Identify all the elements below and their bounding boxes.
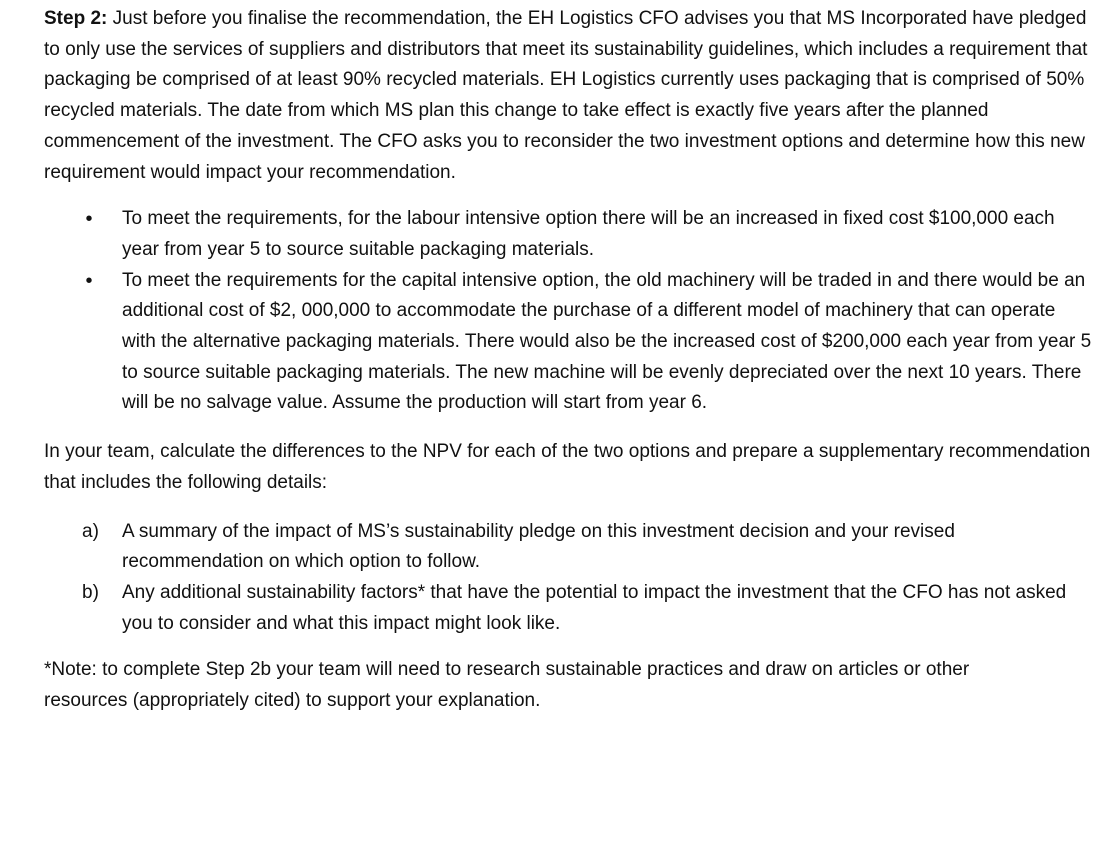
list-letter: a) [82,520,99,542]
requirements-bullet-list [44,204,1094,419]
step2-paragraph [44,4,1094,188]
note-paragraph: *Note: to complete Step 2b your team will need to research sustainable practices and draw on articles or other resources (appropriately cited) to support your explanation. [44,659,970,712]
detail-text: Any additional sustainability factors* that have the potential to impact the investment that the CFO has not asked you to consider and what this impact might look like. [122,581,1067,634]
document-page [44,4,1094,717]
bullet-item-capital-intensive [44,266,1094,420]
detail-item-a [44,517,1094,578]
bullet-text: To meet the requirements for the capital intensive option, the old machinery will be traded in and there would be an additional cost of $2, 000,000 to accommodate the purchase of a different model of machinery that can operate with the alternative packaging materials. There would also be the increased cost of $200,000 each year from year 5 to source suitable packaging materials. The new machine will be evenly depreciated over the next 10 years. There will be no salvage value. Assume the production will start from year 6. [122,269,1092,414]
detail-text: A summary of the impact of MS’s sustainability pledge on this investment decision and your revised recommendation on which option to follow. [122,520,955,573]
bullet-icon: • [85,208,93,231]
detail-item-b [44,578,1094,639]
list-letter: b) [82,581,99,603]
bullet-item-labour-intensive [44,204,1094,265]
bullet-text: To meet the requirements, for the labour intensive option there will be an increased in fixed cost $100,000 each year from year 5 to source suitable packaging materials. [122,208,1055,260]
details-lettered-list [44,517,1094,640]
step2-text: Just before you finalise the recommendation, the EH Logistics CFO advises you that MS Incorporated have pledged to only use the services of suppliers and distributors that meet its sustainability guidelines, which includes a requirement that packaging be comprised of at least 90% recycled materials. EH Logistics currently uses packaging that is comprised of 50% recycled materials. The date from which MS plan this change to take effect is exactly five years after the planned commencement of the investment. The CFO asks you to reconsider the two investment options and determine how this new requirement would impact your recommendation. [44,8,1088,183]
step2-label: Step 2: [44,8,108,29]
bullet-icon: • [85,269,93,292]
team-paragraph: In your team, calculate the differences to the NPV for each of the two options and prepare a supplementary recommendation that includes the following details: [44,441,1091,493]
